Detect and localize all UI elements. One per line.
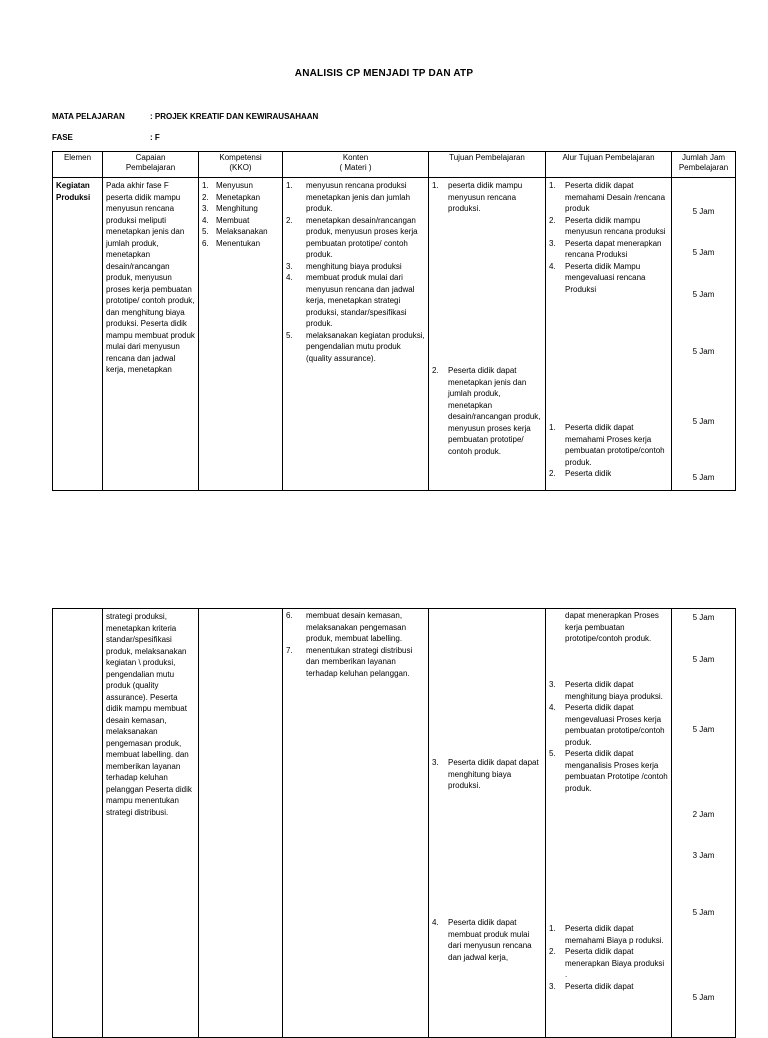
- alur-list-a: [549, 679, 668, 794]
- cell-tujuan: [429, 178, 546, 491]
- mata-pelajaran-value: : PROJEK KREATIF DAN KEWIRAUSAHAAN: [150, 112, 319, 121]
- jam-value: 5 Jam: [692, 613, 715, 622]
- table-header-row: [53, 152, 736, 178]
- list-item: 6. membuat desain kemasan, melaksanakan pengemasan produk, membuat labelling.: [286, 611, 407, 643]
- list-item: 4. Peserta didik Mampu mengevaluasi rencana Produksi: [549, 261, 646, 294]
- jam-value: 5 Jam: [692, 207, 715, 216]
- header-kompetensi: Kompetensi (KKO): [199, 152, 283, 178]
- list-item: 4. Peserta didik dapat mengevaluasi Proses kerja pembuatan prototipe/contoh produk.: [549, 703, 665, 747]
- list-item: 3. menghitung biaya produksi: [286, 261, 402, 271]
- tujuan-list-a: [432, 180, 542, 215]
- cell-konten: [283, 609, 429, 1038]
- list-item: 1. peserta didik mampu menyusun rencana produksi.: [432, 181, 523, 213]
- list-item: 2. Peserta didik: [549, 469, 612, 478]
- list-item: 1. Peserta didik dapat memahami Proses kerja pembuatan prototipe/contoh produk.: [549, 423, 665, 467]
- header-alur: Alur Tujuan Pembelajaran: [546, 152, 672, 178]
- list-item: 3. Peserta didik dapat menghitung biaya produksi.: [549, 680, 663, 701]
- konten-list: [286, 180, 425, 364]
- jam-value: 5 Jam: [692, 993, 715, 1002]
- jam-value: 5 Jam: [692, 725, 715, 734]
- header-elemen: Elemen: [53, 152, 103, 178]
- tujuan-list-a: [432, 757, 542, 792]
- header-jam: Jumlah Jam Pembelajaran: [672, 152, 736, 178]
- alur-continuation: dapat menerapkan Proses kerja pembuatan prototipe/contoh produk.: [565, 611, 659, 643]
- list-item: 2. Peserta didik mampu menyusun rencana produksi: [549, 215, 666, 236]
- jam-value: 5 Jam: [692, 473, 715, 482]
- table-row: [53, 178, 736, 491]
- jam-value: 2 Jam: [692, 810, 715, 819]
- table-row: [53, 609, 736, 1038]
- kko-list: [202, 180, 279, 249]
- cell-jam: [672, 178, 736, 491]
- fase-value: : F: [150, 133, 160, 142]
- jam-value: 5 Jam: [692, 347, 715, 356]
- list-item: 6. Menentukan: [202, 238, 261, 248]
- list-item: 3. Peserta didik dapat dapat menghitung biaya produksi.: [432, 758, 539, 790]
- cell-kko: [199, 609, 283, 1038]
- list-item: 1. menyusun rencana produksi menetapkan jenis dan jumlah produk.: [286, 181, 411, 213]
- analysis-table-page-1: [52, 151, 736, 491]
- cell-capaian: Pada akhir fase F peserta didik mampu menyusun rencana produksi meliputi menetapkan jenis dan jumlah produk, menetapkan desain/rancangan produk, menyusun proses kerja pembuatan prototipe/ contoh produk, dan menghitung biaya produksi. Peserta didik mampu membuat produk mulai dari menyusun rencana dan jadwal kerja, menetapkan: [103, 178, 199, 491]
- cell-jam: [672, 609, 736, 1038]
- document-title: ANALISIS CP MENJADI TP DAN ATP: [294, 68, 474, 79]
- jam-value: 5 Jam: [692, 417, 715, 426]
- cell-konten: [283, 178, 429, 491]
- list-item: 5. melaksanakan kegiatan produksi, pengendalian mutu produk (quality assurance).: [286, 330, 425, 363]
- list-item: 4. membuat produk mulai dari menyusun rencana dan jadwal kerja, menetapkan strategi produksi, standar/spesifikasi produk.: [286, 273, 415, 328]
- meta-mata-pelajaran: [52, 112, 318, 121]
- tujuan-list-b: [432, 365, 542, 457]
- header-konten: Konten ( Materi ): [283, 152, 429, 178]
- mata-pelajaran-label: MATA PELAJARAN: [52, 112, 125, 121]
- cell-alur: [546, 178, 672, 491]
- cell-alur: [546, 609, 672, 1038]
- list-item: 2. menetapkan desain/rancangan produk, menyusun proses kerja pembuatan prototipe/ contoh produk.: [286, 215, 418, 259]
- list-item: 2. Peserta didik dapat menerapkan Biaya produksi .: [549, 947, 665, 979]
- meta-fase: [52, 133, 160, 142]
- alur-list-b: [549, 422, 668, 480]
- alur-list-b: [549, 923, 668, 992]
- tujuan-list-b: [432, 917, 542, 963]
- list-item: 2. Menetapkan: [202, 192, 261, 202]
- header-tujuan: Tujuan Pembelajaran: [429, 152, 546, 178]
- jam-value: 5 Jam: [692, 908, 715, 917]
- cell-kko: [199, 178, 283, 491]
- list-item: 7. menentukan strategi distribusi dan memberikan layanan terhadap keluhan pelanggan.: [286, 645, 413, 678]
- list-item: 5. Peserta didik dapat menganalisis Proses kerja pembuatan Prototipe /contoh produk.: [549, 749, 668, 793]
- cell-elemen: Kegiatan Produksi: [53, 178, 103, 491]
- list-item: 3. Peserta didik dapat: [549, 981, 634, 991]
- list-item: 4. Peserta didik dapat membuat produk mulai dari menyusun rencana dan jadwal kerja,: [432, 918, 532, 962]
- cell-tujuan: [429, 609, 546, 1038]
- list-item: 4. Membuat: [202, 215, 250, 225]
- jam-value: 5 Jam: [692, 248, 715, 257]
- list-item: 3. Peserta dapat menerapkan rencana Produksi: [549, 238, 662, 259]
- jam-value: 5 Jam: [692, 655, 715, 664]
- konten-list: [286, 610, 425, 679]
- list-item: 2. Peserta didik dapat menetapkan jenis dan jumlah produk, menetapkan desain/rancangan produk, menyusun proses kerja pembuatan prototipe/ contoh produk.: [432, 366, 541, 456]
- list-item: 5. Melaksanakan: [202, 227, 268, 236]
- fase-label: FASE: [52, 133, 73, 142]
- list-item: 1. Peserta didik dapat memahami Biaya p roduksi.: [549, 924, 664, 945]
- list-item: 1. Menyusun: [202, 181, 253, 190]
- analysis-table-page-2: [52, 608, 736, 1038]
- list-item: 1. Peserta didik dapat memahami Desain /rencana produk: [549, 181, 666, 213]
- cell-elemen: [53, 609, 103, 1038]
- alur-list-a: [549, 180, 668, 295]
- cell-capaian: strategi produksi, menetapkan kriteria standar/spesifikasi produk, melaksanakan kegiatan \ produksi, pengendalian mutu produk (quality assurance). Peserta didik mampu membuat desain kemasan, melaksanakan pengemasan produk, membuat labelling. dan memberikan layanan terhadap keluhan pelanggan Peserta didik mampu menentukan strategi distribusi.: [103, 609, 199, 1038]
- list-item: 3. Menghitung: [202, 204, 258, 213]
- header-capaian: Capaian Pembelajaran: [103, 152, 199, 178]
- jam-value: 5 Jam: [692, 290, 715, 299]
- jam-value: 3 Jam: [692, 851, 715, 860]
